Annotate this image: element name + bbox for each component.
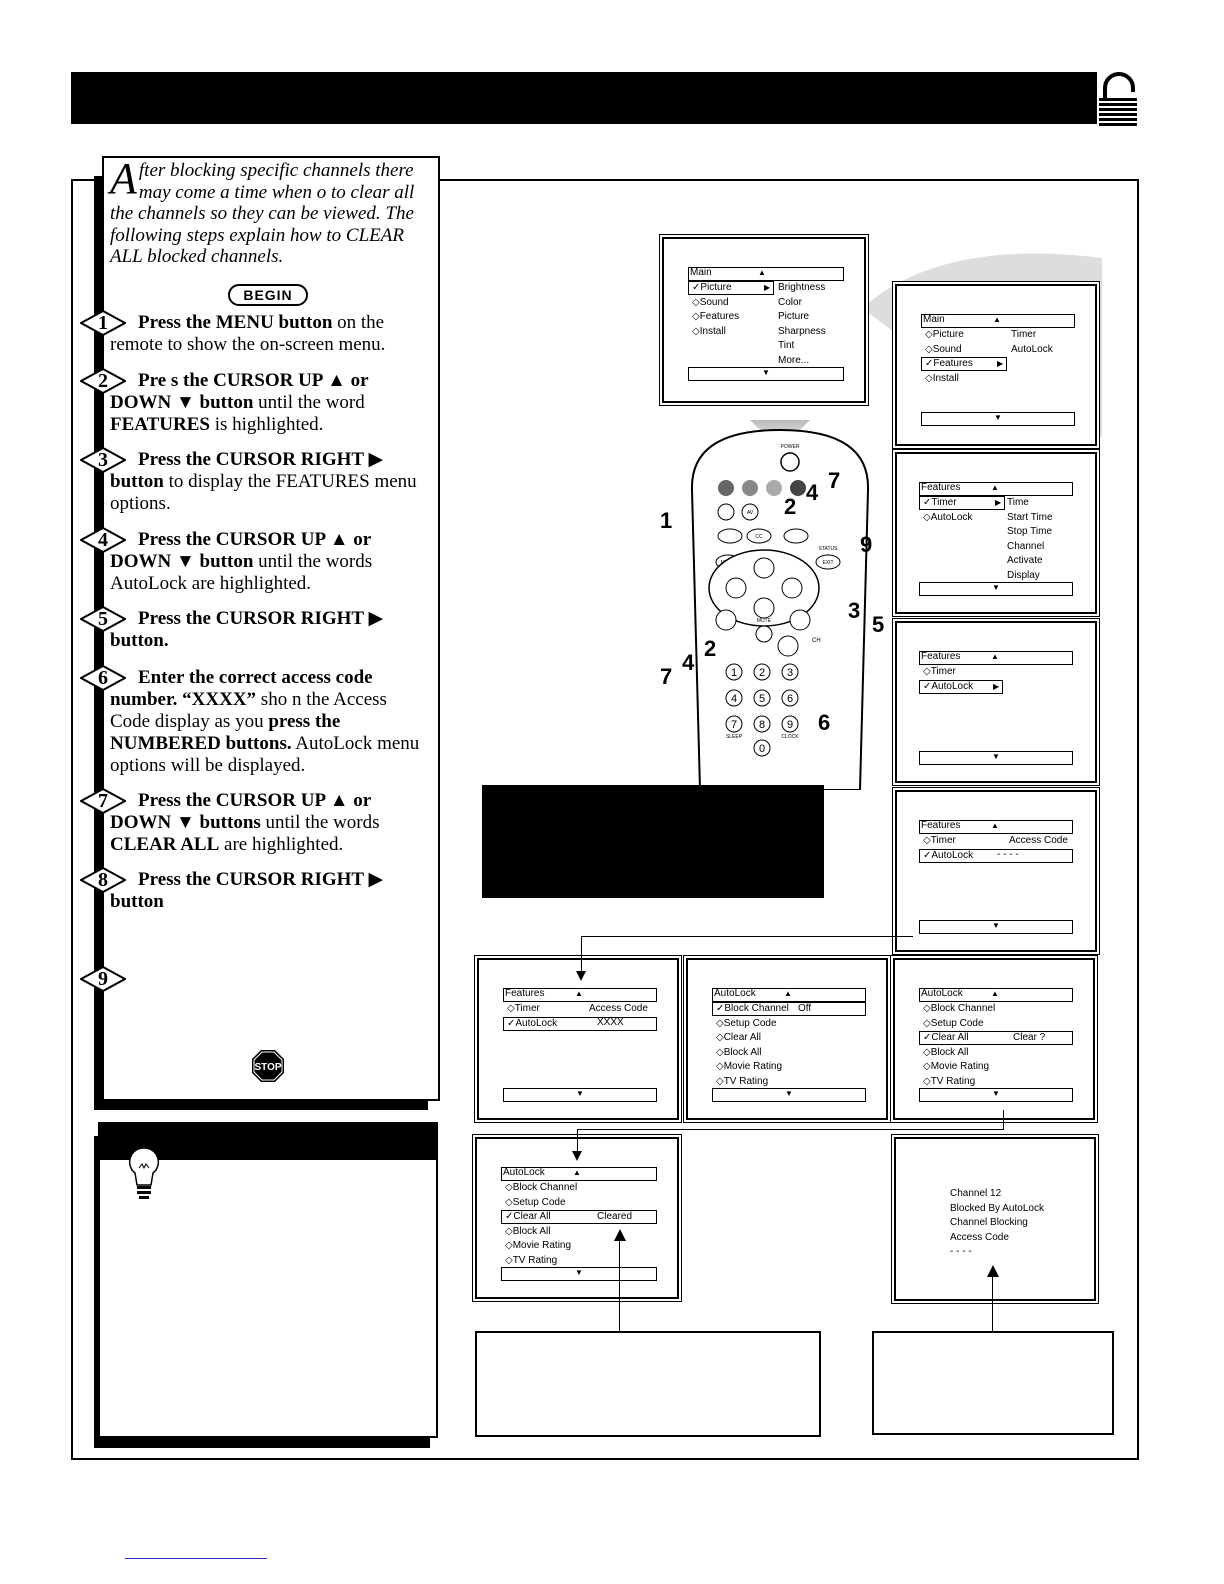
menu-selection-box	[919, 680, 1003, 694]
digit-label: 4	[730, 693, 738, 705]
menu-down-arrow: ▼	[576, 1089, 584, 1098]
arrow-down-icon	[572, 1148, 582, 1158]
step-4-text	[110, 529, 428, 595]
menu-right-arrow: ▶	[764, 283, 771, 292]
step-rest-2: AutoLock menu options will be displayed.	[110, 733, 420, 776]
sleep-label: SLEEP	[725, 734, 743, 740]
connector-line-2	[581, 936, 582, 972]
digit-label: 9	[786, 719, 794, 731]
submenu-item: AutoLock	[1011, 343, 1053, 355]
pointer-label-3: 3	[848, 598, 861, 623]
step-rest: until the words	[260, 812, 380, 833]
menu-down-arrow: ▼	[994, 413, 1002, 422]
ch-up-button[interactable]	[790, 610, 810, 630]
blocked-message-line: Channel Blocking	[950, 1217, 1028, 1228]
menu-selection-box	[921, 357, 1007, 371]
begin-badge: BEGIN	[228, 284, 308, 306]
menu-selection-box	[712, 1002, 866, 1016]
step-1-text	[110, 312, 428, 356]
menu-item[interactable]: ◇Block All	[716, 1046, 762, 1058]
arrow-down-icon	[576, 968, 586, 978]
step-2-text	[110, 370, 428, 436]
cursor-down-button[interactable]	[754, 598, 774, 618]
step-number-label: 2	[98, 370, 108, 392]
mute-button[interactable]	[756, 626, 772, 642]
menu-item[interactable]: ✓Features	[925, 358, 973, 369]
cursor-left-button[interactable]	[726, 578, 746, 598]
blocked-message-line: Channel 12	[950, 1188, 1002, 1199]
step-rest: on the remote to show the on-screen menu.	[110, 312, 386, 355]
menu-header: Main	[923, 314, 945, 325]
tv-screen-s6	[477, 958, 679, 1120]
menu-selection-box	[919, 1031, 1073, 1045]
ch-down-button[interactable]	[778, 636, 798, 656]
menu-header: Features	[921, 820, 961, 831]
menu-item[interactable]: ◇Block Channel	[505, 1182, 578, 1193]
menu-item[interactable]: ◇Block All	[505, 1225, 551, 1237]
menu-item[interactable]: ◇AutoLock	[923, 511, 973, 523]
menu-up-arrow: ▲	[784, 989, 792, 998]
pointer-label-5: 5	[872, 612, 885, 637]
callout-box-left	[475, 1331, 821, 1437]
cursor-up-button[interactable]	[754, 558, 774, 578]
access-code-value: XXXX	[597, 1017, 624, 1028]
pointer-label-2b: 2	[704, 636, 717, 661]
submenu-item: Stop Time	[1007, 526, 1053, 537]
stop-label: STOP	[254, 1062, 282, 1073]
power-button[interactable]	[781, 453, 799, 471]
intro-body: fter blocking specific channels there may come a time when o to clear all the channels so they can be viewed. The following steps explain how to CLEAR ALL blocked channels.	[110, 160, 415, 267]
submenu-item: Color	[778, 296, 802, 308]
menu-down-arrow: ▼	[992, 583, 1000, 592]
menu-selection-box	[919, 496, 1005, 510]
step-9-text	[110, 968, 428, 990]
menu-down-arrow: ▼	[992, 921, 1000, 930]
step-bold: Press the CURSOR UP ▲ or DOWN ▼ buttons	[110, 790, 371, 833]
digit-label: 7	[730, 719, 738, 731]
blocked-message-line: Access Code	[950, 1231, 1009, 1243]
menu-header: AutoLock	[714, 988, 756, 999]
clock-label: CLOCK	[781, 734, 799, 740]
step-rest-2: is highlighted.	[209, 414, 324, 435]
submenu-item: Start Time	[1007, 511, 1053, 523]
pointer-label-4: 4	[806, 480, 819, 505]
tv-screen-s5	[895, 790, 1097, 952]
menu-down-arrow: ▼	[992, 1089, 1000, 1098]
menu-right-arrow: ▶	[997, 359, 1004, 368]
menu-item[interactable]: ◇Setup Code	[716, 1017, 777, 1029]
submenu-item: More...	[778, 354, 810, 366]
menu-item[interactable]: ◇Timer	[507, 1003, 540, 1014]
menu-item[interactable]: ◇Setup Code	[923, 1017, 984, 1029]
intro-dropcap: A	[110, 154, 137, 203]
menu-item[interactable]: ◇Features	[692, 311, 740, 322]
step-bold-2: press the NUMBERED buttons.	[110, 711, 341, 754]
digit-label: 1	[730, 667, 738, 679]
menu-item[interactable]: ◇Block All	[923, 1046, 969, 1058]
step-rest-2: are highlighted.	[219, 834, 344, 855]
digit-label: 3	[786, 667, 794, 679]
pointer-label-2: 2	[784, 494, 797, 519]
menu-header: Features	[505, 988, 545, 999]
step-bold-2: CLEAR ALL	[110, 834, 220, 855]
submenu-item: Time	[1007, 497, 1029, 508]
pointer-label-9: 9	[860, 532, 873, 557]
menu-item[interactable]: ◇TV Rating	[923, 1075, 976, 1087]
lock-icon	[1097, 70, 1141, 128]
connector-line-1	[581, 936, 913, 937]
step-number-label: 9	[98, 968, 108, 990]
arrow-up-icon	[987, 1264, 999, 1276]
step-bold: Press the CURSOR RIGHT ▶ button	[110, 869, 384, 912]
pointer-label-1: 1	[660, 508, 673, 533]
step-8-text	[110, 869, 428, 913]
menu-right-arrow: ▶	[995, 498, 1002, 507]
menu-selection-box	[503, 1017, 657, 1031]
menu-item[interactable]: ◇Install	[692, 325, 726, 337]
step-number-label: 7	[98, 790, 108, 812]
tv-screen-s4	[895, 621, 1097, 783]
arrow-up-icon	[614, 1228, 626, 1240]
step-bold: Press the CURSOR RIGHT ▶ button	[110, 449, 384, 492]
submenu-item: Activate	[1007, 555, 1043, 566]
menu-item[interactable]: ✓Clear All	[505, 1211, 551, 1222]
callout-box-right	[872, 1331, 1114, 1435]
menu-down-arrow: ▼	[785, 1089, 793, 1098]
step-bold: Press the MENU button	[138, 312, 333, 333]
step-bold: Pre s the CURSOR UP ▲ or DOWN ▼ button	[110, 370, 369, 413]
menu-item[interactable]: ✓AutoLock	[507, 1017, 558, 1029]
menu-item[interactable]: ◇TV Rating	[505, 1254, 558, 1266]
menu-item[interactable]: ◇TV Rating	[716, 1075, 769, 1087]
footer-link-line	[125, 1558, 267, 1559]
menu-right-arrow: ▶	[993, 681, 1000, 691]
blocked-message-line: Blocked By AutoLock	[950, 1202, 1044, 1214]
menu-item[interactable]: ◇Setup Code	[505, 1196, 566, 1208]
pointer-label-7: 7	[828, 468, 841, 493]
connector-line-4	[577, 1129, 1004, 1130]
av-label: AV	[746, 510, 754, 516]
submenu-item: Brightness	[778, 282, 826, 293]
menu-item[interactable]: ◇Movie Rating	[505, 1240, 572, 1251]
menu-item[interactable]: ◇Install	[925, 372, 959, 384]
submenu-item: Display	[1007, 569, 1040, 581]
stop-icon	[251, 1049, 285, 1083]
step-number-label: 3	[98, 449, 108, 471]
step-bold-2: FEATURES	[110, 414, 210, 435]
cc-label: CC	[755, 534, 763, 540]
digit-label: 5	[758, 693, 766, 705]
step-number-label: 1	[98, 312, 108, 334]
menu-header: AutoLock	[921, 988, 963, 999]
step-number-label: 4	[98, 529, 108, 551]
menu-item[interactable]: ✓Clear All	[923, 1032, 969, 1043]
menu-up-arrow: ▲	[991, 483, 999, 492]
menu-item[interactable]: ◇Block Channel	[923, 1003, 996, 1014]
submenu-item: Timer	[1011, 329, 1037, 340]
menu-down-arrow: ▼	[762, 368, 770, 377]
power-label: POWER	[780, 444, 800, 450]
menu-up-arrow: ▲	[758, 268, 766, 277]
menu-item[interactable]: ✓Block Channel	[716, 1003, 789, 1014]
menu-item[interactable]: ◇Sound	[692, 296, 729, 308]
step-number-label: 5	[98, 608, 108, 630]
menu-header: Features	[921, 651, 961, 662]
submenu-item: Picture	[778, 311, 810, 322]
step-6-text	[110, 667, 428, 777]
digit-label: 6	[786, 693, 794, 705]
step-rest: until the word	[253, 392, 365, 413]
access-code-label: Access Code	[589, 1003, 648, 1014]
menu-item[interactable]: ◇Picture	[925, 329, 964, 340]
lightbulb-icon	[108, 1128, 178, 1212]
status-label: STATUS	[818, 546, 838, 552]
vol-up-button[interactable]	[716, 610, 736, 630]
tv-screen-s7	[686, 958, 888, 1120]
access-code-label: Access Code	[1009, 835, 1068, 846]
menu-up-arrow: ▲	[993, 315, 1001, 324]
title-bar	[71, 72, 1097, 124]
ch-label: CH	[812, 638, 821, 644]
menu-down-arrow: ▼	[992, 752, 1000, 761]
menu-item[interactable]: ✓AutoLock	[923, 849, 974, 861]
submenu-item: Sharpness	[778, 325, 826, 337]
digit-label: 2	[758, 667, 766, 679]
menu-item[interactable]: ✓AutoLock	[923, 680, 974, 692]
step-7-text	[110, 790, 428, 856]
menu-item[interactable]: ◇Clear All	[716, 1032, 761, 1043]
exit-label: EXIT	[822, 560, 834, 566]
connector-line-3	[1003, 1110, 1004, 1130]
intro-text	[110, 154, 432, 268]
step-number-label: 8	[98, 869, 108, 891]
menu-up-arrow: ▲	[991, 821, 999, 830]
menu-up-arrow: ▲	[991, 652, 999, 661]
step-3-text	[110, 449, 428, 515]
tv-screen-s3	[895, 452, 1097, 614]
menu-item[interactable]: ◇Timer	[923, 835, 956, 846]
digit-label: 0	[758, 743, 766, 755]
menu-header: AutoLock	[503, 1167, 545, 1178]
submenu-item: Channel	[1007, 540, 1045, 552]
callout-pointer-left	[619, 1236, 620, 1332]
pointer-label-7b: 7	[660, 664, 673, 689]
menu-up-arrow: ▲	[991, 989, 999, 998]
digit-label: 8	[758, 719, 766, 731]
access-code-value: - - - -	[997, 849, 1019, 860]
menu-value: Cleared	[597, 1211, 633, 1222]
menu-value: Off	[798, 1003, 812, 1014]
menu-selection-box	[688, 281, 774, 295]
menu-down-arrow: ▼	[575, 1268, 583, 1277]
pointer-label-4b: 4	[682, 650, 695, 675]
mute-label: MUTE	[756, 618, 772, 624]
menu-header: Features	[921, 482, 961, 493]
menu-selection-box	[919, 849, 1073, 863]
step-number-label: 6	[98, 667, 108, 689]
menu-up-arrow: ▲	[573, 1168, 581, 1177]
menu-item[interactable]: ◇Movie Rating	[716, 1061, 783, 1072]
menu-header: Main	[690, 267, 712, 278]
step-rest: to display the FEATURES menu options.	[110, 471, 417, 514]
menu-item[interactable]: ◇Movie Rating	[923, 1061, 990, 1072]
tv-screen-s1	[662, 237, 866, 403]
black-note-box	[482, 785, 824, 898]
menu-value: Clear ?	[1013, 1032, 1046, 1043]
step-rest: sho n the Access Code display as you	[110, 689, 387, 732]
step-rest: until the words AutoLock are highlighted.	[110, 551, 373, 594]
step-bold: Enter the correct access code number. “XXXX”	[110, 667, 373, 710]
cursor-right-button[interactable]	[782, 578, 802, 598]
callout-pointer-right	[992, 1272, 993, 1332]
step-5-text	[110, 608, 428, 652]
menu-item[interactable]: ✓Timer	[923, 497, 957, 508]
step-bold: Press the CURSOR UP ▲ or DOWN ▼ button	[110, 529, 371, 572]
submenu-item: Tint	[778, 340, 795, 351]
tv-screen-s2	[895, 284, 1097, 446]
blocked-message-line: - - - -	[950, 1246, 972, 1257]
remote-control	[640, 420, 920, 790]
step-bold: Press the CURSOR RIGHT ▶ button.	[110, 608, 384, 651]
tv-screen-s8	[893, 958, 1095, 1120]
menu-item[interactable]: ◇Sound	[925, 343, 962, 355]
tv-screen-s9	[475, 1137, 679, 1299]
pointer-label-6: 6	[818, 710, 831, 735]
menu-up-arrow: ▲	[575, 989, 583, 998]
menu-item[interactable]: ◇Timer	[923, 666, 956, 677]
menu-item[interactable]: ✓Picture	[692, 282, 732, 293]
menu-selection-box	[501, 1210, 657, 1224]
